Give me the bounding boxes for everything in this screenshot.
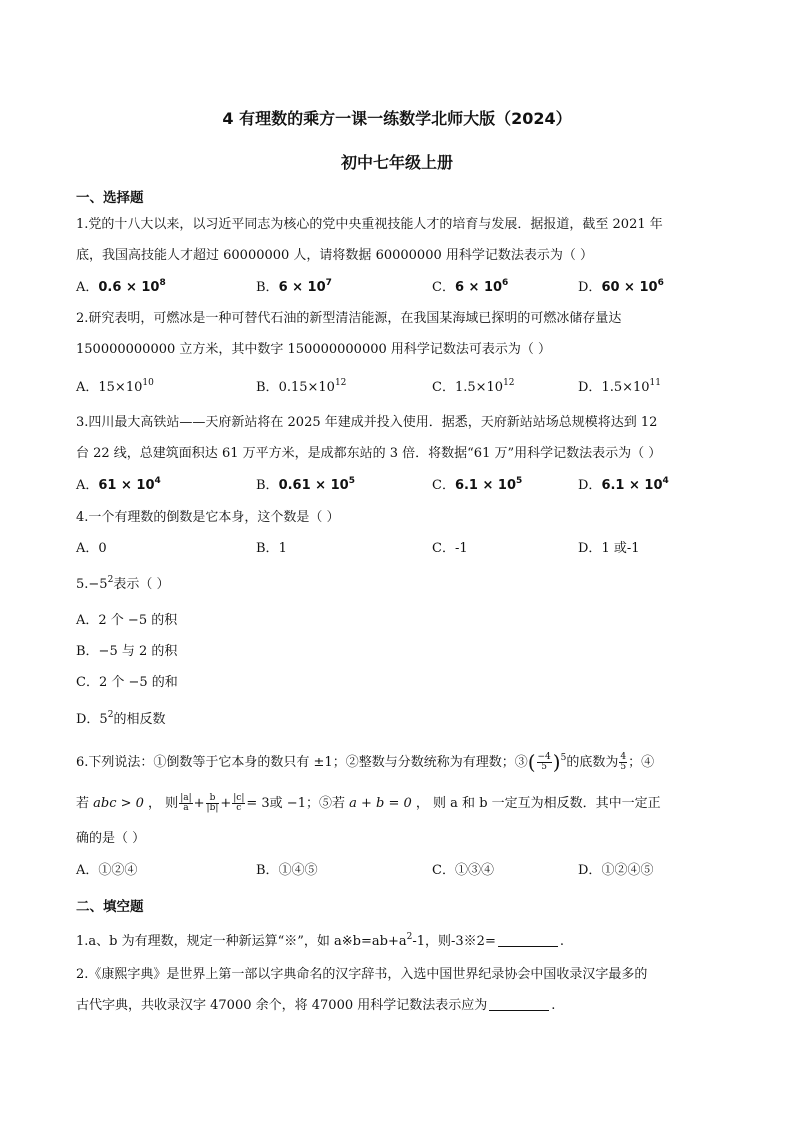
q1-line2: 底，我国高技能人才超过 60000000 人，请将数据 60000000 用科学记数法表示为（ ） [76,248,593,263]
q5-option-d: D．$5^2$的相反数 [76,710,166,727]
fill2-answer-blank[interactable] [489,998,549,1011]
q3-option-b: B．$0.61 \times 10^5$ [256,476,355,493]
q3-option-a: A．$61 \times 10^4$ [76,476,161,493]
q6-option-c: C．①③④ [432,863,494,878]
fill2-line1: 2.《康熙字典》是世界上第一部以字典命名的汉字辞书，入选中国世界纪录协会中国收录汉字最多的 [76,967,648,982]
q6-option-b: B．①④⑤ [256,863,318,878]
q3-option-d: D．$6.1 \times 10^4$ [578,476,669,493]
q6-line1: 6.下列说法：①倒数等于它本身的数只有 ±1；②整数与分数统称为有理数；③( $\frac{-4}{5}$ )$^5$的底数为 $\frac{4}{5}$ ；④ [76,750,655,774]
q5-option-a: A．2 个 −5 的积 [76,613,178,628]
q1-option-d: D．$60 \times 10^6$ [578,278,664,295]
q3-line1: 3.四川最大高铁站——天府新站将在 2025 年建成并投入使用．据悉，天府新站站场总规模将达到 12 [76,415,658,430]
q2-line1: 2.研究表明，可燃冰是一种可替代石油的新型清洁能源，在我国某海域已探明的可燃冰储存量达 [76,311,622,326]
q3-line2: 台 22 线，总建筑面积达 61 万平方米，是成都东站的 3 倍．将数据“61 万”用科学记数法表示为（ ） [76,446,662,461]
q6-fraction-4-5: $\frac{4}{5}$ [620,752,627,772]
q6-option-a: A．①②④ [76,863,138,878]
section-heading-fill: 二、填空题 [76,899,144,915]
q6-line3: 确的是（ ） [76,831,146,846]
q2-option-d: D．$1.5\times 10^{11}$ [578,378,661,395]
q4-option-b: B．1 [256,541,287,556]
q5-stem: $5.-5^2$表示（ ） [76,575,170,592]
q4-option-d: D．1 或-1 [578,541,640,556]
q6-line2: 若 abc > 0 ， 则 $\frac{|a|}{a}$ + $\frac{b}{|b|}$ + $\frac{|c|}{c}$ = 3或 −1；⑤若 a + b = 0 ， 则 a 和 b 一定互为相反数．其中一定正 [76,793,661,813]
q1-option-c: C．$6 \times 10^6$ [432,278,509,295]
page-title: 4 有理数的乘方一课一练数学北师大版（2024） [222,109,572,128]
q1-option-b: B．$6 \times 10^7$ [256,278,332,295]
q2-option-b: B．$0.15\times 10^{12}$ [256,378,347,395]
q2-option-a: A．$15\times 10^{10}$ [76,378,154,395]
q1-option-a: A．$0.6 \times 10^8$ [76,278,166,295]
fill2-line2: 古代字典，共收录汉字 47000 余个，将 47000 用科学记数法表示应为 . [76,998,556,1013]
q4-line1: 4.一个有理数的倒数是它本身，这个数是（ ） [76,510,340,525]
q1-line1: 1.党的十八大以来，以习近平同志为核心的党中央重视技能人才的培育与发展．据报道，截至 2021 年 [76,217,663,232]
page-subtitle: 初中七年级上册 [340,153,453,172]
q5-option-b: B．−5 与 2 的积 [76,644,178,659]
q4-option-c: C．-1 [432,541,468,556]
q3-option-c: C．$6.1 \times 10^5$ [432,476,523,493]
q2-line2: 150000000000 立方米，其中数字 150000000000 用科学记数法可表示为（ ） [76,342,552,357]
q6-option-d: D．①②④⑤ [578,863,654,878]
q6-fraction-neg4-5: $\frac{-4}{5}$ [537,752,551,772]
fill1-line: 1.a、b 为有理数，规定一种新运算“※”，如 $a※b=ab+a^2-1$，则-3※2= . [76,932,564,949]
fill1-answer-blank[interactable] [498,934,558,947]
section-heading-choice: 一、选择题 [76,190,144,206]
q4-option-a: A．0 [76,541,107,556]
q2-option-c: C．$1.5\times 10^{12}$ [432,378,515,395]
q5-option-c: C．2 个 −5 的和 [76,675,178,690]
